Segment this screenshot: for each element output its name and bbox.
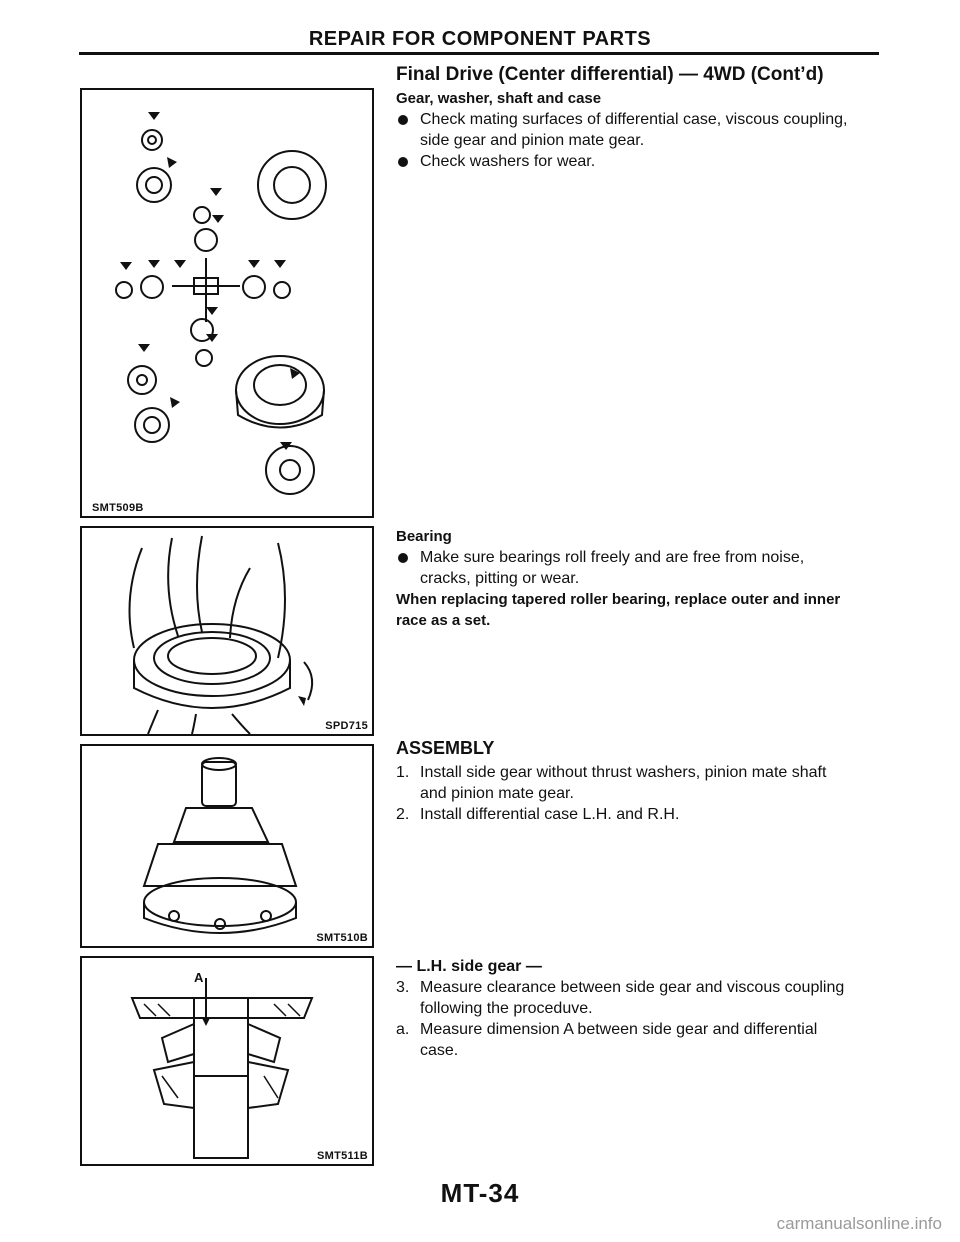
gear-bullet-1-line1: Check mating surfaces of differential case, viscous coupling, (420, 111, 848, 128)
figure-exploded-gear-set (80, 88, 374, 518)
lh-step-3-line1: Measure clearance between side gear and viscous coupling (420, 979, 845, 996)
step-number: 1. (396, 764, 410, 781)
lh-step-a (396, 1019, 884, 1061)
figure-label-a: A (194, 970, 204, 985)
assembly-step-1-line1: Install side gear without thrust washers, pinion mate shaft (420, 764, 827, 781)
figure-side-gear-section (80, 956, 374, 1166)
gear-section (396, 64, 884, 172)
cross-section-illustration (82, 958, 372, 1164)
bearing-heading: Bearing (396, 528, 452, 545)
assembly-heading: ASSEMBLY (396, 738, 495, 758)
bearing-note-line2: race as a set. (396, 612, 491, 629)
figure-differential-case (80, 744, 374, 948)
bearing-note-line1: When replacing tapered roller bearing, replace outer and inner (396, 591, 841, 608)
lh-subheading: — L.H. side gear — (396, 958, 542, 975)
figure-code: SPD715 (325, 720, 368, 732)
bearing-section (396, 526, 884, 631)
lh-step-a-line2: case. (420, 1042, 459, 1059)
lh-step-a-line1: Measure dimension A between side gear and differential (420, 1021, 818, 1038)
lh-side-gear-section (396, 956, 884, 1061)
page-header: REPAIR FOR COMPONENT PARTS (308, 28, 652, 50)
assembly-step-2-text: Install differential case L.H. and R.H. (420, 806, 680, 823)
figure-code: SMT510B (316, 932, 368, 944)
assembly-step-1-line2: and pinion mate gear. (420, 785, 574, 802)
gear-bullet-1 (396, 109, 884, 151)
step-number: 2. (396, 806, 410, 823)
figure-code: SMT509B (92, 502, 144, 514)
assembly-step-2 (396, 804, 884, 825)
differential-case-illustration (82, 746, 372, 946)
bearing-bullet-1-line2: cracks, pitting or wear. (420, 570, 580, 587)
lh-step-3 (396, 977, 884, 1019)
assembly-step-1 (396, 762, 884, 804)
gear-heading: Gear, washer, shaft and case (396, 90, 602, 107)
step-number: 3. (396, 979, 410, 996)
gear-bullet-2: Check washers for wear. (396, 151, 884, 172)
lh-step-3-line2: following the proceduve. (420, 1000, 593, 1017)
page-number: MT-34 (440, 1178, 520, 1208)
bearing-hand-illustration (82, 528, 372, 734)
step-number: a. (396, 1021, 410, 1038)
assembly-section (396, 738, 884, 825)
section-title: Final Drive (Center differential) — 4WD (Cont’d) (396, 64, 824, 85)
exploded-gear-illustration (82, 90, 372, 516)
watermark: carmanualsonline.info (776, 1214, 942, 1233)
figure-code: SMT511B (316, 1150, 368, 1162)
gear-bullet-1-line2: side gear and pinion mate gear. (420, 132, 645, 149)
bearing-bullet-1-line1: Make sure bearings roll freely and are free from noise, (420, 549, 805, 566)
bearing-bullet-1 (396, 547, 884, 589)
figure-bearing-check (80, 526, 374, 736)
header-rule (79, 52, 879, 55)
